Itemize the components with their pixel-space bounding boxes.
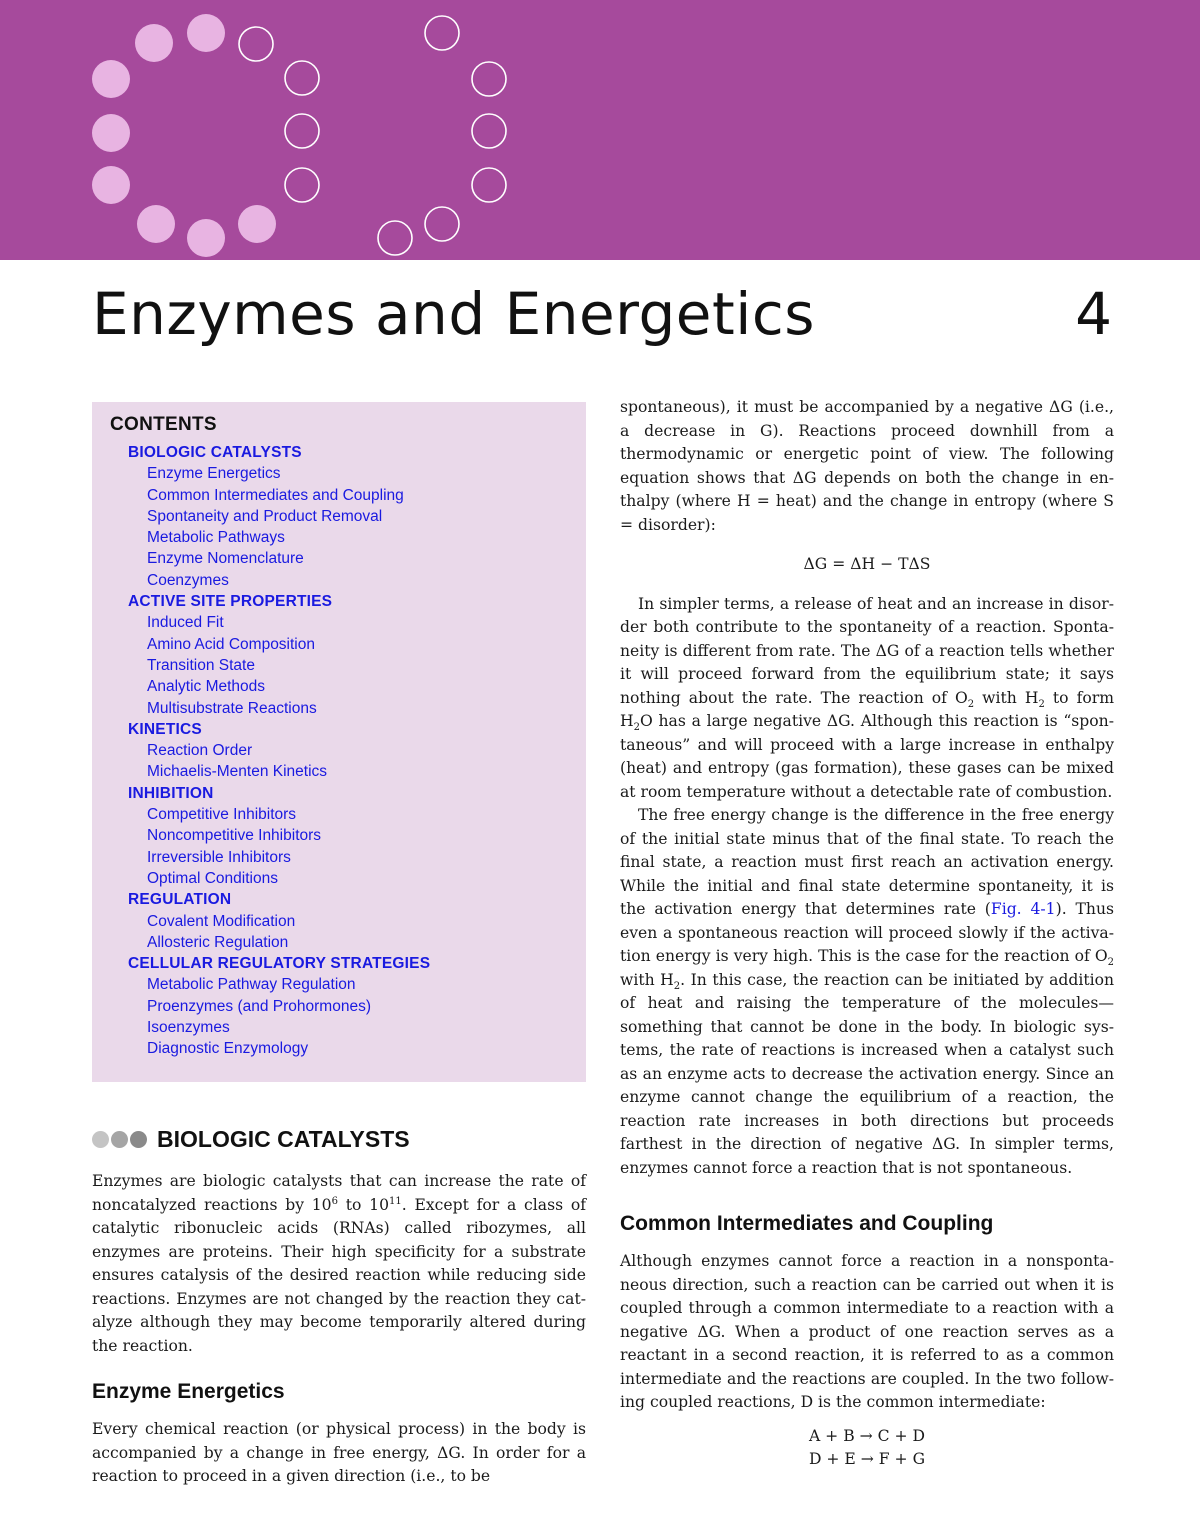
contents-item[interactable]: Irreversible Inhibitors [147,848,291,866]
contents-item[interactable]: Metabolic Pathway Regulation [147,976,356,994]
figure-link[interactable]: Fig. 4-1 [990,900,1056,918]
contents-section[interactable]: ACTIVE SITE PROPERTIES [128,593,333,611]
contents-section[interactable]: BIOLOGIC CATALYSTS [128,444,302,461]
contents-item[interactable]: Spontaneity and Product Removal [147,507,383,525]
contents-item[interactable]: Isoenzymes [147,1019,230,1037]
contents-item[interactable]: Enzyme Nomenclature [147,550,304,568]
equation: A + B → C + D [808,1426,926,1445]
contents-item[interactable]: Competitive Inhibitors [147,806,297,824]
equation: D + E → F + G [808,1450,926,1468]
contents-section[interactable]: REGULATION [128,891,232,909]
contents-item[interactable]: Multisubstrate Reactions [147,699,317,717]
contents-list [110,442,586,1060]
paragraph: spontaneous), it must be accompanied by a negative ΔG (i.e., a decrease in G). Reactions proceed downhill from a thermodynamic or energetic point of view. The following equation shows that ΔG depends on both the change in enthalpy (where H = heat) and the change in entropy (where S = disorder): [620,398,1114,534]
contents-item[interactable]: Covalent Modification [147,912,296,930]
contents-item[interactable]: Metabolic Pathways [147,529,285,547]
chapter-number: 4 [1075,280,1112,348]
contents-item[interactable]: Michaelis-Menten Kinetics [147,763,328,781]
contents-item[interactable]: Common Intermediates and Coupling [147,486,404,504]
contents-item[interactable]: Enzyme Energetics [147,465,281,483]
contents-item[interactable]: Amino Acid Composition [147,635,315,653]
paragraph: Enzymes are biologic catalysts that can increase the rate of noncatalyzed reactions by $10^6$ to $10^{11}$. Except for a class of catalytic ribonucleic acids (RNAs) called ribozymes, all enzymes are proteins. Their high specificity for a substrate ensures catalysis of the desired reaction while reducing side reactions. Enzymes are not changed by the reaction they catalyze although they may become temporarily altered during the reaction. [92,1172,586,1355]
contents-heading: CONTENTS [110,414,217,435]
chapter-banner [0,0,1200,260]
contents-section[interactable]: INHIBITION [128,784,214,802]
contents-item[interactable]: Diagnostic Enzymology [147,1040,309,1058]
contents-item[interactable]: Allosteric Regulation [147,933,289,951]
decorative-circles-icon [0,0,1200,260]
paragraph: Although enzymes cannot force a reaction in a nonspontaneous direction, such a reaction can be carried out when it is coupled through a common intermediate to a reaction with a negative ΔG. When a product of one reaction serves as a reactant in a second reaction, it is referred to as a common intermediate and the reactions are coupled. In the two following coupled reactions, D is the common intermediate: [620,1252,1114,1411]
contents-section[interactable]: CELLULAR REGULATORY STRATEGIES [128,955,431,973]
paragraph: The free energy change is the difference in the free energy of the initial state minus that of the final state. To reach the final state, a reaction must first reach an activation energy. While the initial and final state determine spontaneity, it is the activation energy that determines rate (Fig. 4-1). Thus even a spontaneous reaction will proceed slowly if the activation energy is very high. This is the case for the reaction of $O_2$ with $H_2$. In this case, the reaction can be initiated by addition of heat and raising the temperature of the molecules—something that cannot be done in the body. In biologic systems, the rate of reactions is increased when a catalyst such as an enzyme acts to decrease the activation energy. Since an enzyme cannot change the equilibrium of a reaction, the reaction rate increases in both directions but proceeds farthest in the direction of negative ΔG. In simpler terms, enzymes cannot force a reaction that is not spontaneous. [620,806,1114,1177]
contents-item[interactable]: Optimal Conditions [147,869,278,887]
subheading: Common Intermediates and Coupling [620,1212,994,1235]
paragraph: Every chemical reaction (or physical process) in the body is accompanied by a change in free energy, ΔG. In order for a reaction to proceed in a given direction (i.e., to be [92,1420,586,1485]
contents-item[interactable]: Induced Fit [147,614,224,632]
contents-item[interactable]: Coenzymes [147,571,229,589]
contents-item[interactable]: Noncompetitive Inhibitors [147,827,322,845]
subheading: Enzyme Energetics [92,1380,285,1403]
contents-item[interactable]: Analytic Methods [147,678,266,696]
contents-item[interactable]: Transition State [147,656,255,674]
chapter-title: Enzymes and Energetics [92,280,815,348]
section-dots-icon [92,1131,147,1148]
section-heading-text: BIOLOGIC CATALYSTS [157,1125,410,1152]
contents-item[interactable]: Proenzymes (and Prohormones) [147,997,371,1015]
right-column [620,396,1114,1472]
contents-box [92,402,586,1082]
contents-section[interactable]: KINETICS [128,720,202,738]
contents-item[interactable]: Reaction Order [147,742,253,760]
equation: ΔG = ΔH − TΔS [803,555,931,573]
paragraph: In simpler terms, a release of heat and an increase in disorder both contribute to the spontaneity of a reaction. Spontaneity is different from rate. The ΔG of a reaction tells whether it will proceed forward from the equilibrium state; it says nothing about the rate. The reaction of $O_2$ with $H_2$ to form $H_2O$ has a large negative ΔG. Although this reaction is “spontaneous” and will proceed with a large increase in enthalpy (heat) and entropy (gas formation), these gases can be mixed at room temperature without a detectable rate of combustion. [620,594,1114,801]
left-column [92,1122,586,1489]
section-heading [92,1122,586,1156]
